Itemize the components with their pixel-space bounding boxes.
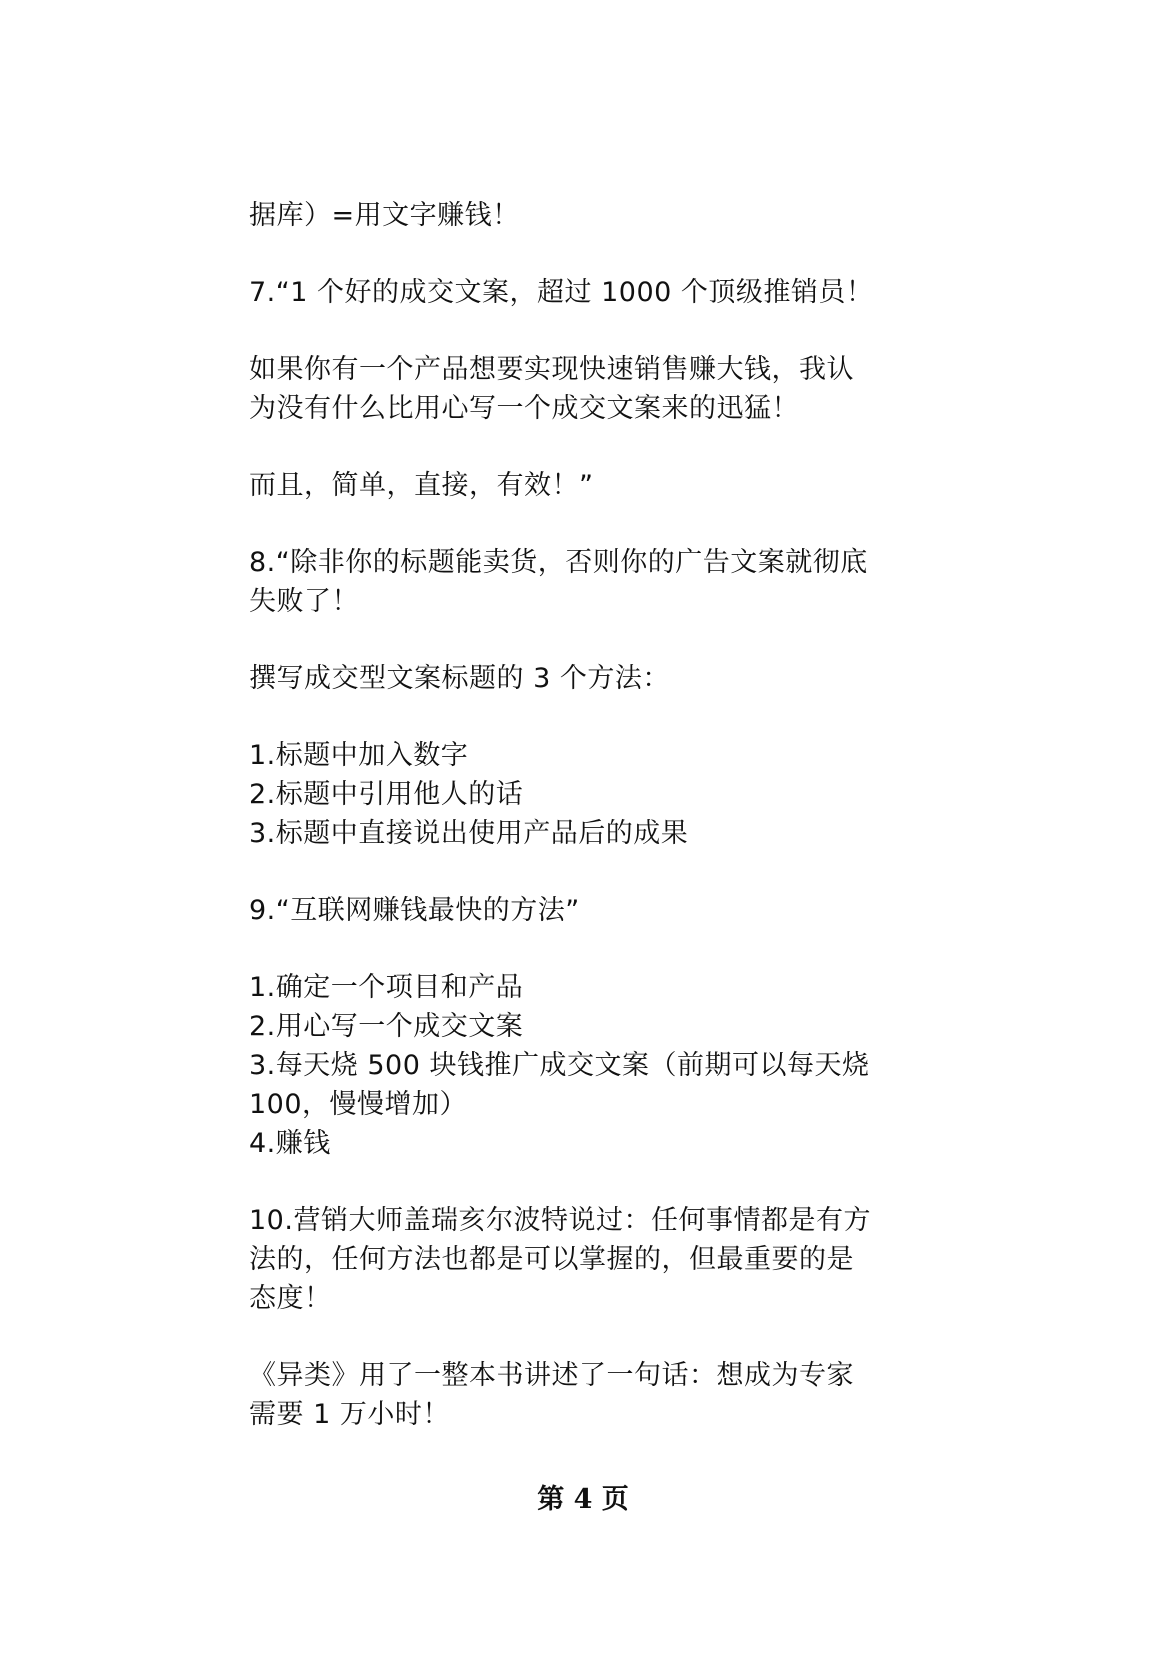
paragraph-gap [249, 1163, 929, 1201]
text-line: 1.确定一个项目和产品 [249, 972, 524, 1003]
text-line: 8.“除非你的标题能卖货，否则你的广告文案就彻底 [249, 547, 868, 578]
text-line: 需要 1 万小时！ [249, 1399, 450, 1430]
text-line: 3.标题中直接说出使用产品后的成果 [249, 818, 689, 849]
text-line: 3.每天烧 500 块钱推广成交文案（前期可以每天烧 [249, 1050, 870, 1081]
text-line: 4.赚钱 [249, 1128, 331, 1159]
text-line: 法的，任何方法也都是可以掌握的，但最重要的是 [249, 1244, 854, 1275]
paragraph [249, 968, 929, 1163]
paragraph [249, 659, 929, 698]
text-line: 100，慢慢增加） [249, 1089, 468, 1120]
paragraph [249, 543, 929, 621]
paragraph-gap [249, 698, 929, 736]
text-line: 《异类》用了一整本书讲述了一句话：想成为专家 [249, 1360, 854, 1391]
text-line: 如果你有一个产品想要实现快速销售赚大钱，我认 [249, 354, 854, 385]
paragraph-gap [249, 1318, 929, 1356]
text-line: 失败了！ [249, 586, 359, 617]
paragraph-gap [249, 621, 929, 659]
paragraph-gap [249, 312, 929, 350]
text-line: 态度！ [249, 1283, 332, 1314]
paragraph [249, 273, 929, 312]
text-line: 10.营销大师盖瑞亥尔波特说过：任何事情都是有方 [249, 1205, 871, 1236]
paragraph [249, 1201, 929, 1318]
paragraph-gap [249, 235, 929, 273]
text-line: 而且，简单，直接，有效！” [249, 470, 594, 501]
text-line: 2.标题中引用他人的话 [249, 779, 524, 810]
paragraph-gap [249, 428, 929, 466]
paragraph-gap [249, 853, 929, 891]
paragraph-gap [249, 505, 929, 543]
paragraph [249, 1356, 929, 1434]
paragraph [249, 736, 929, 853]
page-number: 第 4 页 [537, 1484, 629, 1515]
paragraph-gap [249, 930, 929, 968]
text-line: 9.“互联网赚钱最快的方法” [249, 895, 580, 926]
paragraph [249, 196, 929, 235]
paragraph [249, 891, 929, 930]
text-line: 7.“1 个好的成交文案，超过 1000 个顶级推销员！ [249, 277, 874, 308]
text-line: 2.用心写一个成交文案 [249, 1011, 524, 1042]
text-line: 撰写成交型文案标题的 3 个方法： [249, 663, 670, 694]
text-line: 为没有什么比用心写一个成交文案来的迅猛！ [249, 393, 799, 424]
paragraph [249, 350, 929, 428]
text-line: 据库）=用文字赚钱！ [249, 200, 520, 231]
text-line: 1.标题中加入数字 [249, 740, 469, 771]
page-body [249, 196, 929, 1434]
paragraph [249, 466, 929, 505]
